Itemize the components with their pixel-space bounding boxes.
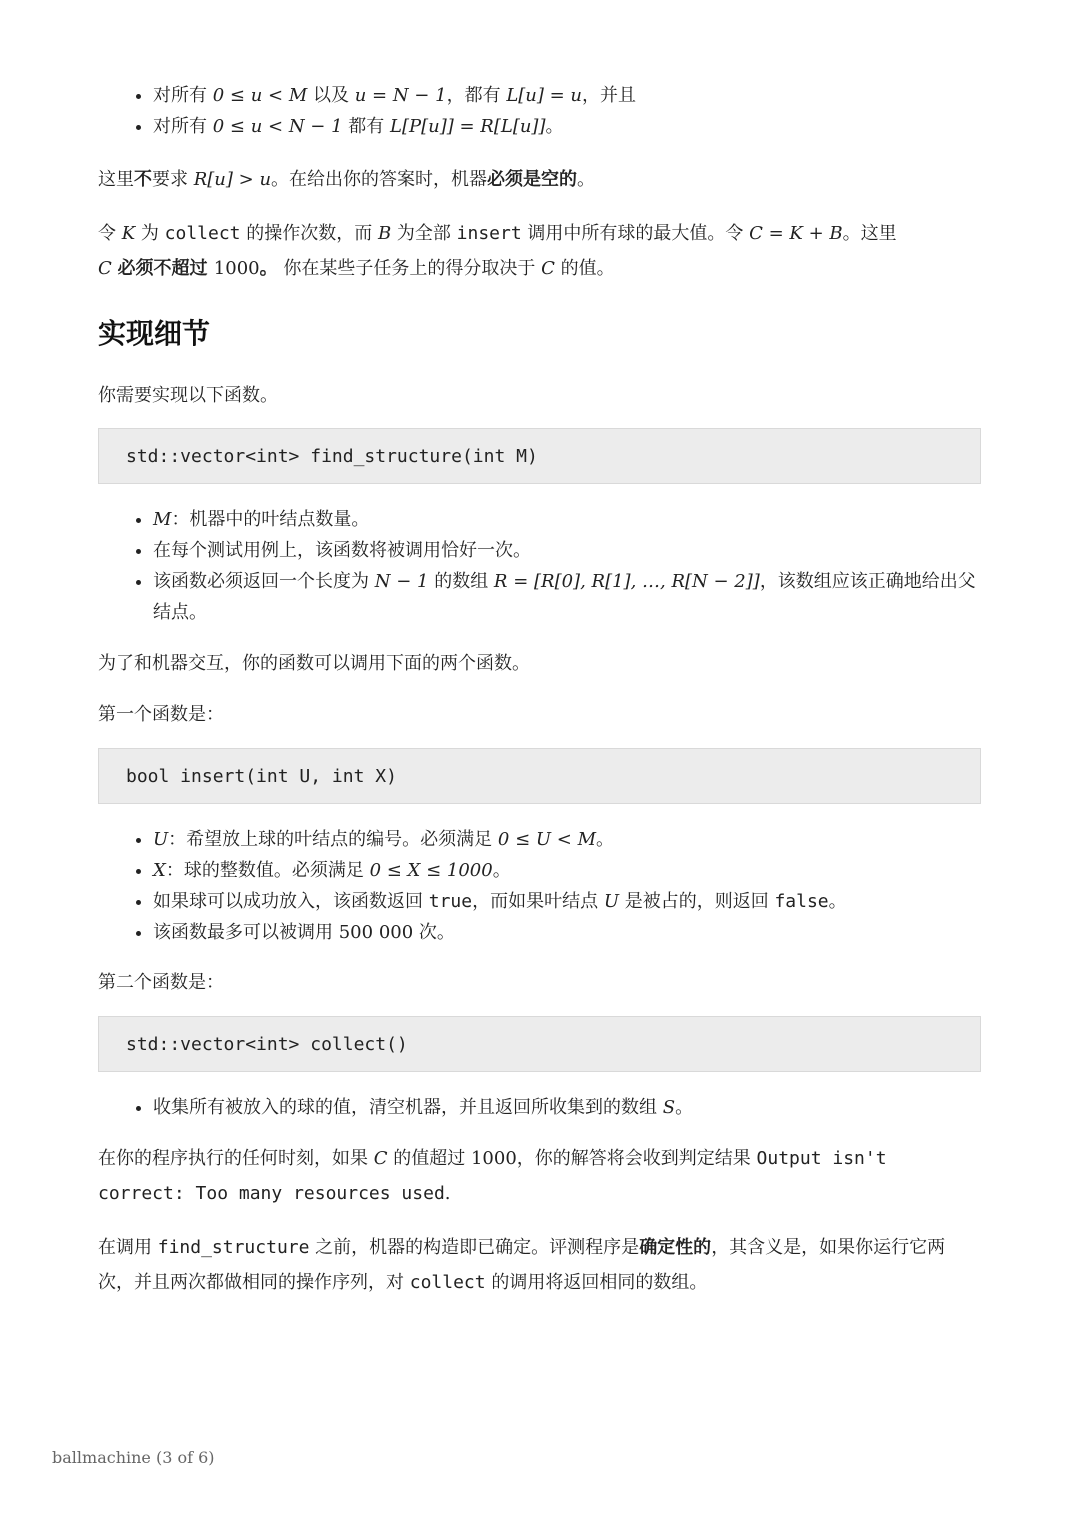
paragraph-second-function: 第二个函数是： xyxy=(98,972,224,993)
list-item xyxy=(153,855,981,886)
text: 在每个测试用例上，该函数将被调用恰好一次。 xyxy=(153,540,531,561)
text: ：球的整数值。必须满足 xyxy=(165,860,370,881)
math: C xyxy=(373,1148,388,1169)
text: 令 xyxy=(98,223,122,244)
inline-code: insert xyxy=(456,223,522,244)
bold-text: 确定性的 xyxy=(639,1237,712,1258)
bold-text: 必须是空的 xyxy=(487,169,578,190)
math: C = K + B xyxy=(749,223,843,244)
text: 要求 xyxy=(152,169,194,190)
insert-list xyxy=(98,824,981,948)
math: 500 000 xyxy=(338,922,414,943)
text: 以及 xyxy=(307,85,355,106)
list-item xyxy=(153,566,981,628)
text: . xyxy=(444,1183,451,1204)
list-item xyxy=(153,504,981,535)
text: 。 xyxy=(577,169,596,190)
list-item xyxy=(153,1092,981,1123)
list-item xyxy=(153,535,981,566)
text: 的操作次数，而 xyxy=(240,223,378,244)
text: 为 xyxy=(135,223,165,244)
math: 0 ≤ u < N − 1 xyxy=(212,116,343,137)
inline-code: false xyxy=(774,891,829,912)
text: 是被占的，则返回 xyxy=(619,891,775,912)
math: B xyxy=(377,223,392,244)
text: ，都有 xyxy=(446,85,507,106)
paragraph-implement: 你需要实现以下函数。 xyxy=(98,385,278,406)
page-footer: ballmachine (3 of 6) xyxy=(52,1448,215,1467)
text: 这里 xyxy=(98,169,134,190)
text: 对所有 xyxy=(153,85,213,106)
list-item xyxy=(153,886,981,917)
text: ，该数组应该正确地给出父结点。 xyxy=(153,571,976,623)
text: 的调用将返回相同的数组。 xyxy=(485,1272,708,1293)
text: 你在某些子任务上的得分取决于 xyxy=(277,258,542,279)
text: 在你的程序执行的任何时刻，如果 xyxy=(98,1148,374,1169)
inline-code: true xyxy=(428,891,473,912)
text: 。 xyxy=(545,116,564,137)
math: U xyxy=(603,891,619,912)
math: U xyxy=(153,829,169,850)
math: C xyxy=(98,258,112,279)
text: 的值超过 xyxy=(387,1148,471,1169)
text: ：机器中的叶结点数量。 xyxy=(171,509,370,530)
inline-code: find_structure xyxy=(157,1237,310,1258)
text: 收集所有被放入的球的值，清空机器，并且返回所收集到的数组 xyxy=(153,1097,663,1118)
text: 该函数必须返回一个长度为 xyxy=(153,571,375,592)
math: 1000 xyxy=(470,1148,517,1169)
text: 。在给出你的答案时，机器 xyxy=(271,169,488,190)
text: ，其含义是，如果你运行它两次，并且两次都做相同的操作序列，对 xyxy=(98,1237,946,1293)
math: K xyxy=(121,223,136,244)
text: 为全部 xyxy=(391,223,457,244)
math: M xyxy=(153,509,172,530)
list-item xyxy=(153,824,981,855)
text: 。 xyxy=(492,860,511,881)
collect-list xyxy=(98,1092,981,1123)
math: 0 ≤ u < M xyxy=(212,85,308,106)
inline-code: collect xyxy=(409,1272,486,1293)
text: ：希望放上球的叶结点的编号。必须满足 xyxy=(168,829,498,850)
text: 如果球可以成功放入，该函数返回 xyxy=(153,891,429,912)
list-item xyxy=(153,80,981,111)
paragraph-deterministic xyxy=(98,1230,981,1300)
conditions-list xyxy=(98,80,981,142)
page-content xyxy=(98,78,981,1300)
paragraph-resource-limit xyxy=(98,1141,981,1211)
math: X xyxy=(153,860,166,881)
math: L[u] = u xyxy=(506,85,583,106)
paragraph-first-function: 第一个函数是： xyxy=(98,704,224,725)
code-block-collect: std::vector<int> collect() xyxy=(98,1016,981,1072)
inline-code: collect xyxy=(164,223,241,244)
text: 调用中所有球的最大值。令 xyxy=(521,223,750,244)
bold-text: 。 xyxy=(259,258,278,279)
math: C xyxy=(541,258,555,279)
code-block-insert: bool insert(int U, int X) xyxy=(98,748,981,804)
math: N − 1 xyxy=(374,571,429,592)
inline-code-verdict: Output isn't correct: Too many resources used xyxy=(98,1148,887,1204)
find-structure-list xyxy=(98,504,981,628)
code-block-find-structure: std::vector<int> find_structure(int M) xyxy=(98,428,981,484)
text: 对所有 xyxy=(153,116,213,137)
text: 次。 xyxy=(413,922,455,943)
bold-text: 必须不超过 xyxy=(117,258,214,279)
math: u = N − 1 xyxy=(354,85,447,106)
text: ，你的解答将会收到判定结果 xyxy=(516,1148,757,1169)
text: ，并且 xyxy=(582,85,637,106)
text: 。 xyxy=(596,829,615,850)
list-item xyxy=(153,111,981,142)
bold-text: 不 xyxy=(134,169,152,190)
text: 都有 xyxy=(342,116,391,137)
text: 。这里 xyxy=(842,223,897,244)
math: R[u] > u xyxy=(193,169,272,190)
paragraph-interaction: 为了和机器交互，你的函数可以调用下面的两个函数。 xyxy=(98,653,530,674)
math: 0 ≤ U < M xyxy=(497,829,597,850)
paragraph-empty-requirement xyxy=(98,162,981,197)
math: 0 ≤ X ≤ 1000 xyxy=(369,860,493,881)
math: R = [R[0], R[1], …, R[N − 2]] xyxy=(493,571,760,592)
text: 该函数最多可以被调用 xyxy=(153,922,339,943)
math: 1000 xyxy=(213,258,260,279)
text: 的数组 xyxy=(428,571,494,592)
text: 。 xyxy=(675,1097,694,1118)
text: 的值。 xyxy=(554,258,615,279)
text: ，而如果叶结点 xyxy=(472,891,604,912)
section-heading: 实现细节 xyxy=(98,317,211,350)
paragraph-cost-definition xyxy=(98,216,981,286)
list-item xyxy=(153,917,981,948)
text: 在调用 xyxy=(98,1237,158,1258)
text: 之前，机器的构造即已确定。评测程序是 xyxy=(309,1237,640,1258)
math: L[P[u]] = R[L[u]] xyxy=(390,116,546,137)
math: S xyxy=(662,1097,676,1118)
text: 。 xyxy=(828,891,847,912)
